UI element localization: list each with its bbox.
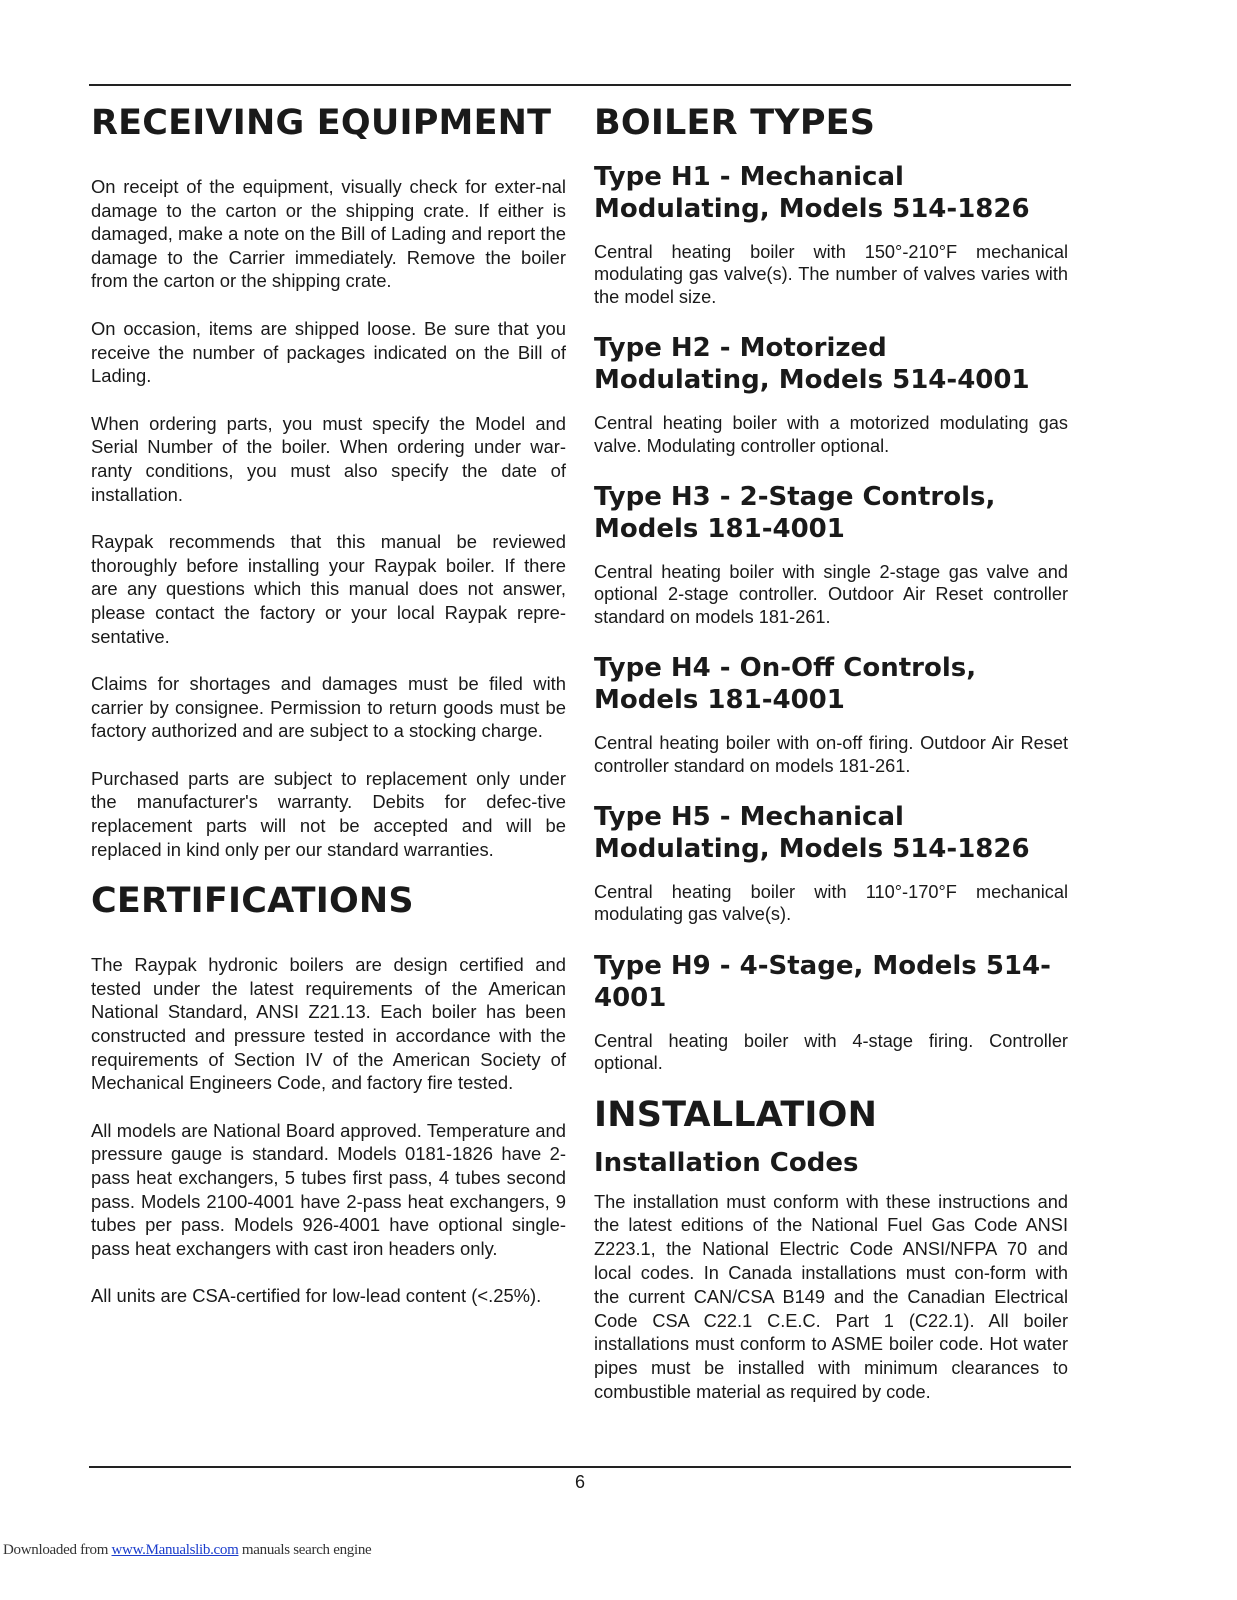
- receiving-paragraph-5: Claims for shortages and damages must be filed with carrier by consignee. Permission to return goods must be factory authorized and are subject to a stocking charge.: [91, 673, 566, 742]
- type-h4-text: Central heating boiler with on-off firing. Outdoor Air Reset controller standard on models 181-261.: [594, 733, 1068, 776]
- installation-codes-text: The installation must conform with these instructions and the latest editions of the National Fuel Gas Code ANSI Z223.1, the National Electric Code ANSI/NFPA 70 and local codes. In Canada installations must con-form with the current CAN/CSA B149 and the Canadian Electrical Code CSA C22.1 C.E.C. Part 1 (C22.1). All boiler installations must conform to ASME boiler code. Hot water pipes must be installed with minimum clearances to combustible material as required by code.: [594, 1191, 1068, 1403]
- certifications-paragraph-2: All models are National Board approved. Temperature and pressure gauge is standard. Models 0181-1826 have 2-pass heat exchangers, 5 tubes first pass, 4 tubes second pass. Models 2100-4001 have 2-pass heat exchangers, 9 tubes per pass. Models 926-4001 have optional single-pass heat exchangers with cast iron headers only.: [91, 1119, 566, 1259]
- type-h5-title: Type H5 - Mechanical Modulating, Models 514-1826: [594, 802, 1030, 865]
- type-h2-text: Central heating boiler with a motorized modulating gas valve. Modulating controller optional.: [594, 413, 1068, 456]
- installation-heading: INSTALLATION: [594, 1094, 878, 1135]
- download-footer: [3, 1542, 371, 1559]
- type-h9-text: Central heating boiler with 4-stage firing. Controller optional.: [594, 1030, 1068, 1074]
- manualslib-link[interactable]: www.Manualslib.com: [111, 1542, 239, 1558]
- bottom-rule: [89, 1466, 1071, 1468]
- receiving-paragraph-6: Purchased parts are subject to replacement only under the manufacturer's warranty. Debits for defec-tive replacement parts will not be accepted and will be replaced in kind only per our standard warranties.: [91, 767, 566, 860]
- page-number: 6: [574, 1472, 585, 1492]
- type-h1-text: Central heating boiler with 150°-210°F mechanical modulating gas valve(s). The number of valves varies with the model size.: [594, 242, 1068, 307]
- certifications-paragraph-3: All units are CSA-certified for low-lead content (<.25%).: [91, 1285, 542, 1307]
- footer-suffix: manuals search engine: [238, 1542, 372, 1558]
- receiving-paragraph-4: Raypak recommends that this manual be reviewed thoroughly before installing your Raypak boiler. If there are any questions which this manual does not answer, please contact the factory or your local Raypak repre-sentative.: [91, 531, 566, 647]
- type-h9-title: Type H9 - 4-Stage, Models 514- 4001: [594, 950, 1051, 1013]
- type-h4-title: Type H4 - On-Off Controls, Models 181-4001: [594, 653, 977, 716]
- receiving-paragraph-2: On occasion, items are shipped loose. Be sure that you receive the number of packages indicated on the Bill of Lading.: [91, 317, 566, 387]
- certifications-heading: CERTIFICATIONS: [91, 881, 414, 922]
- top-rule: [89, 84, 1071, 86]
- left-column: [91, 100, 566, 1308]
- type-h2-title: Type H2 - Motorized Modulating, Models 514-4001: [594, 333, 1030, 396]
- right-column: [594, 100, 1068, 1405]
- installation-codes-subheading: Installation Codes: [594, 1147, 859, 1178]
- type-h5-text: Central heating boiler with 110°-170°F mechanical modulating gas valve(s).: [594, 882, 1068, 925]
- receiving-paragraph-1: On receipt of the equipment, visually check for exter-nal damage to the carton or the shipping crate. If either is damaged, make a note on the Bill of Lading and report the damage to the Carrier immediately. Remove the boiler from the carton or the shipping crate.: [91, 176, 566, 292]
- receiving-paragraph-3: When ordering parts, you must specify the Model and Serial Number of the boiler. When ordering under war-ranty conditions, you must also specify the date of installation.: [91, 412, 566, 505]
- boiler-types-heading: BOILER TYPES: [594, 103, 876, 143]
- type-h3-text: Central heating boiler with single 2-stage gas valve and optional 2-stage controller. Outdoor Air Reset controller standard on models 181-261.: [594, 562, 1068, 627]
- certifications-paragraph-1: The Raypak hydronic boilers are design certified and tested under the latest requirements of the American National Standard, ANSI Z21.13. Each boiler has been constructed and pressure tested in accordance with the requirements of Section IV of the American Society of Mechanical Engineers Code, and factory fire tested.: [91, 954, 566, 1094]
- receiving-equipment-heading: RECEIVING EQUIPMENT: [91, 103, 552, 143]
- type-h1-title: Type H1 - Mechanical Modulating, Models 514-1826: [594, 162, 1030, 224]
- type-h3-title: Type H3 - 2-Stage Controls, Models 181-4001: [594, 482, 996, 545]
- footer-prefix: Downloaded from: [3, 1542, 112, 1558]
